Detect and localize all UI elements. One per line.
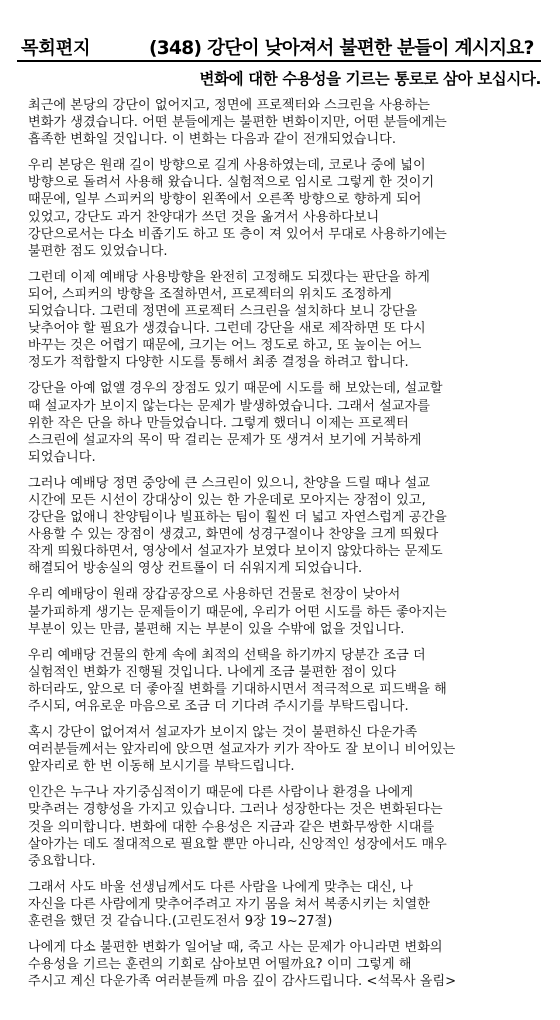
paragraph-line: 여러분들께서는 앞자리에 앉으면 설교자가 키가 작아도 잘 보이니 비어있는 (28, 742, 456, 758)
paragraph (28, 97, 540, 148)
paragraph-line: 부분이 있는 만큼, 불편해 지는 부분이 있을 수밖에 없을 것입니다. (28, 621, 405, 637)
paragraph-line: 해결되어 방송실의 영상 컨트롤이 더 쉬워지게 되었습니다. (28, 561, 363, 577)
letter-header (17, 0, 541, 88)
paragraph-line: 훈련을 했던 것 같습니다.(고린도전서 9장 19~27절) (28, 914, 333, 930)
column-label: 목회편지 (21, 38, 91, 59)
paragraph-line: 흡족한 변화일 것입니다. 이 변화는 다음과 같이 전개되었습니다. (28, 132, 397, 148)
paragraph-line: 정도가 적합할지 다양한 시도를 통해서 최종 결정을 하려고 합니다. (28, 355, 409, 371)
paragraph-line: 때문에, 일부 스피커의 방향이 왼쪽에서 오른쪽 방향으로 향하게 되어 (28, 192, 422, 208)
letter-title: (348) 강단이 낮아져서 불편한 분들이 계시지요? (149, 38, 534, 59)
paragraph-line: 우리 예배당이 원래 장갑공장으로 사용하던 건물로 천장이 낮아서 (28, 587, 401, 603)
paragraph (28, 475, 540, 578)
paragraph-line: 것을 의미합니다. 변화에 대한 수용성은 지금과 같은 변화무쌍한 시대를 (28, 819, 435, 835)
paragraph-line: 때 설교자가 보이지 않는다는 문제가 발생하였습니다. 그래서 설교자를 (28, 398, 430, 414)
paragraph-line: 하더라도, 앞으로 더 좋아질 변화를 기대하시면서 적극적으로 피드백을 해 (28, 681, 447, 697)
paragraph-line: 방향으로 돌려서 사용해 왔습니다. 실험적으로 임시로 그렇게 한 것이기 (28, 175, 435, 191)
letter-subtitle: 변화에 대한 수용성을 기르는 통로로 삼아 보십시다. (199, 70, 541, 88)
paragraph-line: 우리 본당은 원래 길이 방향으로 길게 사용하였는데, 코로나 중에 넓이 (28, 158, 426, 174)
paragraph-line: 사용할 수 있는 장점이 생겼고, 화면에 성경구절이나 찬양을 크게 띄웠다 (28, 527, 439, 543)
paragraph (28, 157, 540, 260)
paragraph-line: 인간은 누구나 자기중심적이기 때문에 다른 사람이나 환경을 나에게 (28, 785, 414, 801)
paragraph-line: 변화가 생겼습니다. 어떤 분들에게는 불편한 변화이지만, 어떤 분들에게는 (28, 115, 447, 131)
paragraph-line: 앞자리로 한 번 이동해 보시기를 부탁드립니다. (28, 759, 295, 775)
paragraph-line: 주시되, 여유로운 마음으로 조금 더 기다려 주시기를 부탁드립니다. (28, 699, 409, 714)
paragraph-line: 스크린에 설교자의 목이 딱 걸리는 문제가 또 생겨서 보기에 거북하게 (28, 432, 422, 448)
paragraph (28, 647, 540, 715)
paragraph-line: 자신을 다른 사람에게 맞추어주려고 자기 몸을 쳐서 복종시키는 치열한 (28, 896, 430, 912)
letter-page (17, 0, 541, 990)
paragraph-line: 바꾸는 것은 어렵기 때문에, 크기는 어느 정도로 하고, 또 높이는 어느 (28, 338, 422, 354)
paragraph-line: 위한 작은 단을 하나 만들었습니다. 그렇게 했더니 이제는 프로젝터 (28, 415, 409, 431)
paragraph (28, 380, 540, 465)
paragraph-line: 낮추어야 할 필요가 생겼습니다. 그런데 강단을 새로 제작하면 또 다시 (28, 321, 426, 337)
paragraph (28, 879, 540, 930)
paragraph-line: 그래서 사도 바울 선생님께서도 다른 사람을 나에게 맞추는 대신, 나 (28, 879, 413, 895)
paragraph-line: 주시고 계신 다운가족 여러분들께 마음 깊이 감사드립니다. <석목사 올림> (28, 974, 457, 990)
paragraph-line: 그러나 예배당 정면 중앙에 큰 스크린이 있으니, 찬양을 드릴 때나 설교 (28, 475, 430, 491)
paragraph-line: 최근에 본당의 강단이 없어지고, 정면에 프로젝터와 스크린을 사용하는 (28, 98, 430, 113)
paragraph-line: 맞추려는 경향성을 가지고 있습니다. 그러나 성장한다는 것은 변화된다는 (28, 802, 443, 818)
paragraph (28, 586, 540, 637)
paragraph-line: 불가피하게 생기는 문제들이기 때문에, 우리가 어떤 시도를 하든 좋아지는 (28, 604, 447, 620)
paragraph-line: 시간에 모든 시선이 강대상이 있는 한 가운데로 모아지는 장점이 있고, (28, 492, 426, 508)
paragraph (28, 939, 540, 990)
paragraph (28, 269, 540, 372)
paragraph-line: 강단으로서는 다소 비좁기도 하고 또 층이 져 있어서 무대로 사용하기에는 (28, 226, 447, 242)
paragraph-line: 되었습니다. (28, 449, 96, 465)
paragraph-line: 수용성을 기르는 훈련의 기회로 삼아보면 어떨까요? 이미 그렇게 해 (28, 957, 412, 973)
paragraph-line: 작게 띄웠다하면서, 영상에서 설교자가 보였다 보이지 않았다하는 문제도 (28, 544, 443, 560)
paragraph-line: 나에게 다소 불편한 변화가 일어날 때, 죽고 사는 문제가 아니라면 변화의 (28, 940, 443, 956)
paragraph-line: 실험적인 변화가 진행될 것입니다. 나에게 조금 불편한 점이 있다 (28, 664, 397, 680)
paragraph-line: 그런데 이제 예배당 사용방향을 완전히 고정해도 되겠다는 판단을 하게 (28, 269, 430, 285)
paragraph-line: 있었고, 강단도 과거 찬양대가 쓰던 것을 옮겨서 사용하다보니 (28, 209, 380, 225)
paragraph-line: 강단을 아예 없앨 경우의 장점도 있기 때문에 시도를 해 보았는데, 설교할 (28, 381, 443, 397)
header-divider (17, 60, 541, 62)
paragraph (28, 784, 540, 869)
paragraph-line: 살아가는 데도 절대적으로 필요할 뿐만 아니라, 신앙적인 성장에서도 매우 (28, 836, 447, 852)
paragraph-line: 되어, 스피커의 방향을 조절하면서, 프로젝터의 위치도 조정하게 (28, 286, 392, 302)
paragraph-line: 중요합니다. (28, 853, 96, 869)
paragraph-line: 우리 예배당 건물의 한계 속에 최적의 선택을 하기까지 당분간 조금 더 (28, 647, 426, 663)
paragraph-line: 혹시 강단이 없어져서 설교자가 보이지 않는 것이 불편하신 다운가족 (28, 725, 418, 741)
paragraph-line: 강단을 없애니 찬양팀이나 빌표하는 팀이 훨씬 더 넓고 자연스럽게 공간을 (28, 510, 447, 526)
letter-body (28, 97, 540, 999)
paragraph-line: 되었습니다. 그런데 정면에 프로젝터 스크린을 설치하다 보니 강단을 (28, 304, 418, 320)
paragraph (28, 724, 540, 775)
paragraph-line: 불편한 점도 있었습니다. (28, 243, 168, 259)
